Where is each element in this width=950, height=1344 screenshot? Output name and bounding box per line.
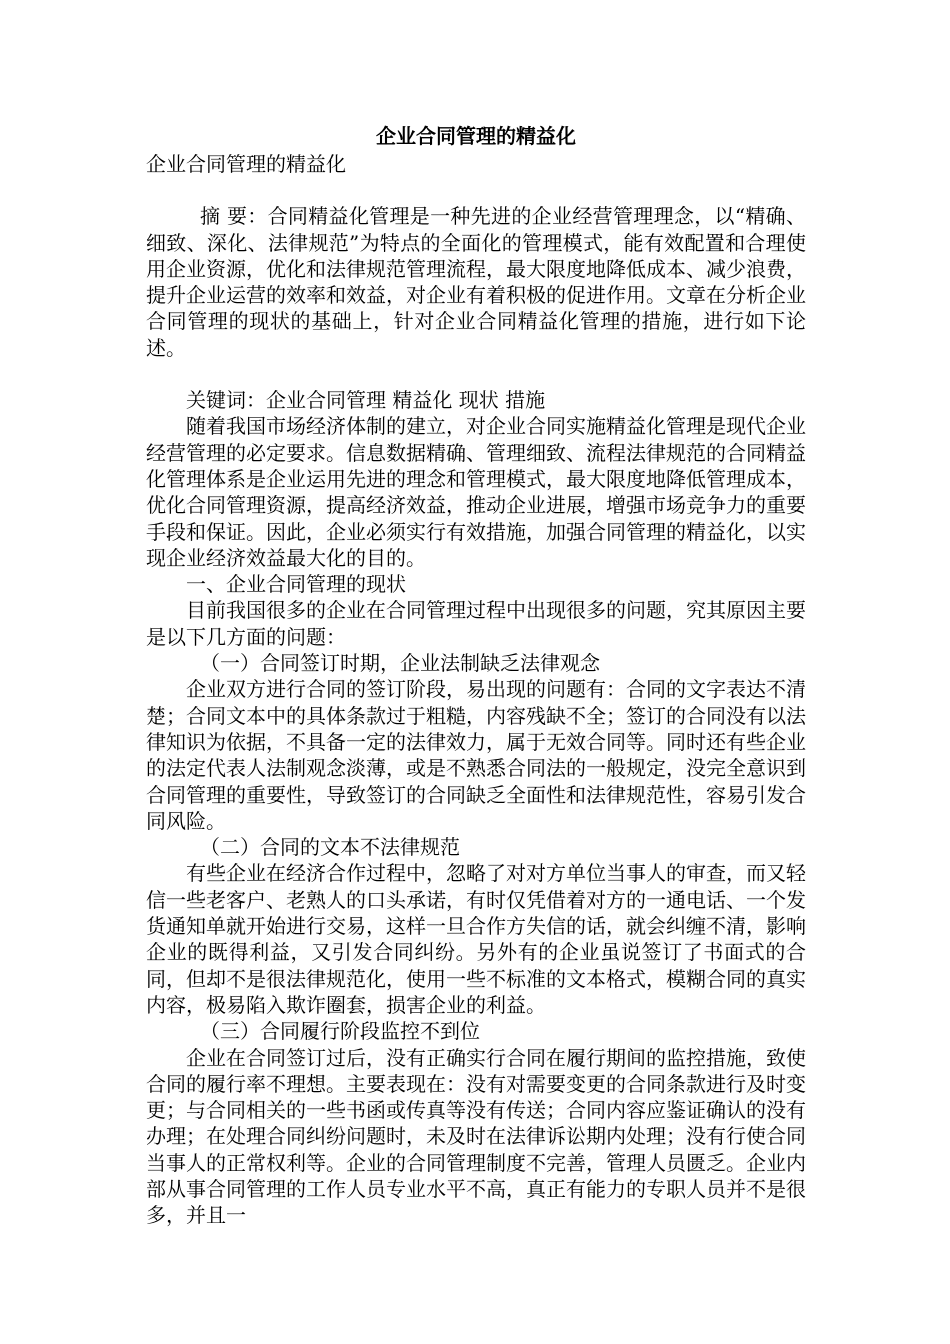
subsection-heading: （三）合同履行阶段监控不到位 xyxy=(200,1019,480,1044)
subsection-heading: （一）合同签订时期，企业法制缺乏法律观念 xyxy=(200,651,600,676)
document-title: 企业合同管理的精益化 xyxy=(376,124,576,148)
document-body xyxy=(146,121,806,1229)
abstract-paragraph: 摘 要：合同精益化管理是一种先进的企业经营管理理念，以“精确、细致、深化、法律规范”为特点的全面化的管理模式，能有效配置和合理使用企业资源，优化和法律规范管理流程，最大限度地降低成本、减少浪费，提升企业运营的效率和效益，对企业有着积极的促进作用。文章在分析企业合同管理的现状的基础上，针对企业合同精益化管理的措施，进行如下论述。 xyxy=(146,204,806,360)
spacer xyxy=(146,177,806,203)
intro-paragraph: 随着我国市场经济体制的建立，对企业合同实施精益化管理是现代企业经营管理的必定要求。信息数据精确、管理细致、流程法律规范的合同精益化管理体系是企业运用先进的理念和管理模式，最大限度地降低管理成本，优化合同管理资源，提高经济效益，推动企业进展，增强市场竞争力的重要手段和保证。因此，企业必须实行有效措施，加强合同管理的精益化，以实现企业经济效益最大化的目的。 xyxy=(146,414,806,570)
subsection-paragraph: 企业双方进行合同的签订阶段，易出现的问题有：合同的文字表达不清楚；合同文本中的具体条款过于粗糙，内容残缺不全；签订的合同没有以法律知识为依据，不具备一定的法律效力，属于无效合同等。同时还有些企业的法定代表人法制观念淡薄，或是不熟悉合同法的一般规定，没完全意识到合同管理的重要性，导致签订的合同缺乏全面性和法律规范性，容易引发合同风险。 xyxy=(146,677,806,833)
document-subtitle: 企业合同管理的精益化 xyxy=(146,152,346,176)
section-intro-paragraph: 目前我国很多的企业在合同管理过程中出现很多的问题，究其原因主要是以下几方面的问题： xyxy=(146,598,806,649)
subsection-heading: （二）合同的文本不法律规范 xyxy=(200,835,460,860)
section-heading: 一、企业合同管理的现状 xyxy=(186,572,406,597)
keywords-line: 关键词：企业合同管理 精益化 现状 措施 xyxy=(186,388,546,413)
subsection-paragraph: 企业在合同签订过后，没有正确实行合同在履行期间的监控措施，致使合同的履行率不理想。主要表现在：没有对需要变更的合同条款进行及时变更；与合同相关的一些书函或传真等没有传送；合同内容应鉴证确认的没有办理；在处理合同纠纷问题时，未及时在法律诉讼期内处理；没有行使合同当事人的正常权利等。企业的合同管理制度不完善，管理人员匮乏。企业内部从事合同管理的工作人员专业水平不高，真正有能力的专职人员并不是很多，并且一 xyxy=(146,1045,806,1228)
subsection-paragraph: 有些企业在经济合作过程中，忽略了对对方单位当事人的审查，而又轻信一些老客户、老熟人的口头承诺，有时仅凭借着对方的一通电话、一个发货通知单就开始进行交易，这样一旦合作方失信的话，就会纠缠不清，影响企业的既得利益，又引发合同纠纷。另外有的企业虽说签订了书面式的合同，但却不是很法律规范化，使用一些不标准的文本格式，模糊合同的真实内容，极易陷入欺诈圈套，损害企业的利益。 xyxy=(146,861,806,1017)
spacer xyxy=(146,361,806,387)
